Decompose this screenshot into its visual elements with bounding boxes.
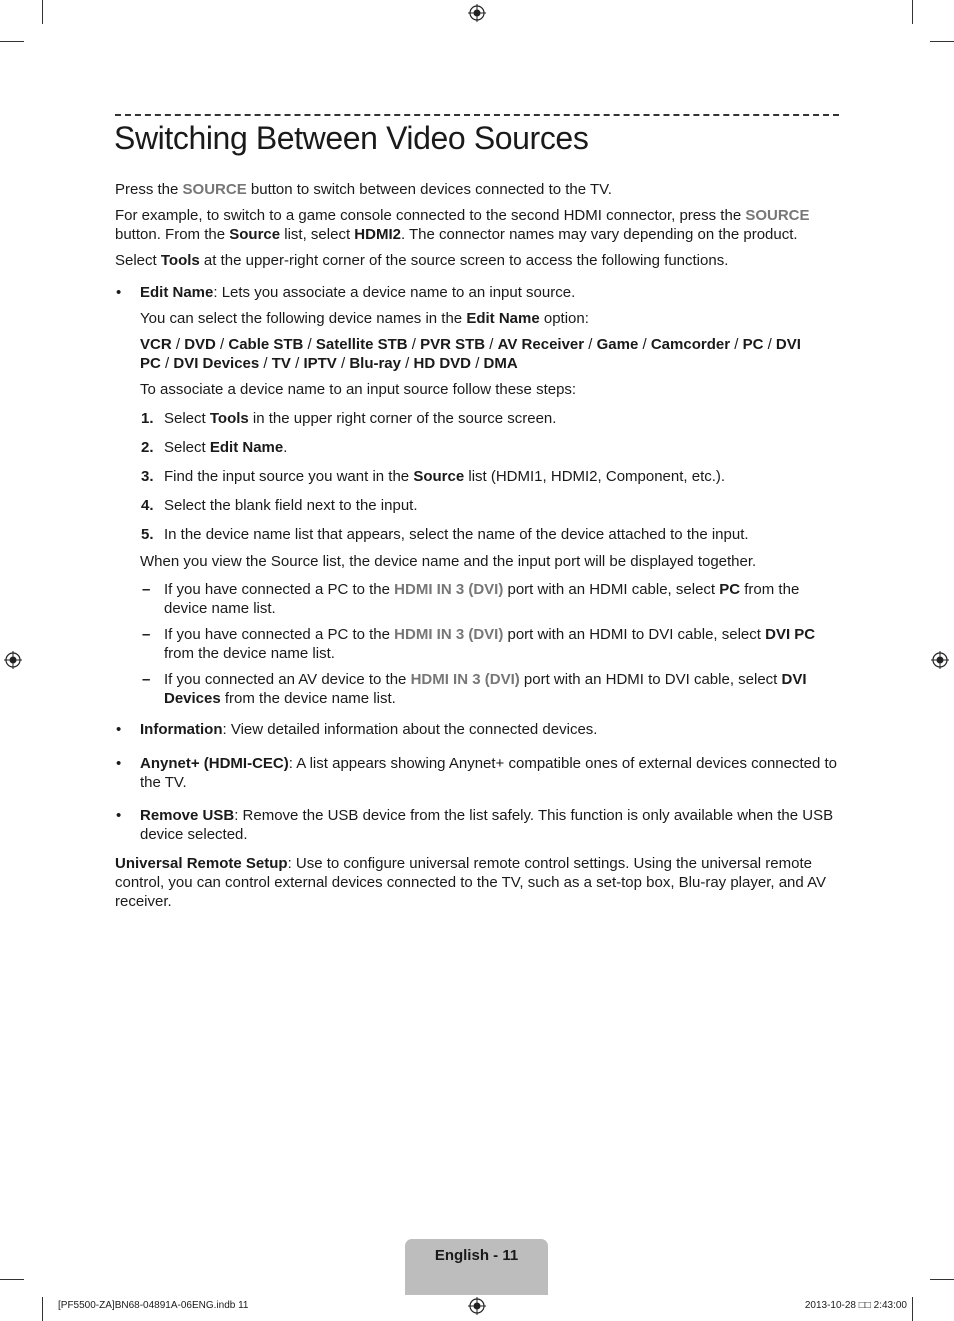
tools-keyword: Tools <box>160 252 200 269</box>
device-name: VCR <box>140 336 172 353</box>
anynet-bullet <box>115 754 841 792</box>
crop-mark <box>42 0 43 24</box>
crop-mark <box>0 41 24 42</box>
device-name: DMA <box>483 355 518 372</box>
footer-date: 2013-10-28 □□ 2:43:00 <box>804 1300 907 1311</box>
text: port with an HDMI cable, select <box>503 581 720 598</box>
text: button. From the <box>115 226 230 243</box>
edit-name-desc: : Lets you associate a device name to an input source. <box>213 284 576 301</box>
text: port with an HDMI to DVI cable, select <box>503 626 766 643</box>
crop-mark <box>930 1279 954 1280</box>
dash-icon: – <box>142 581 151 598</box>
device-name: DVI <box>775 336 801 353</box>
dash-icon: – <box>142 671 151 688</box>
device-name: Satellite STB <box>315 336 408 353</box>
device-name: TV <box>271 355 291 372</box>
device-name-keyword: PC <box>719 581 741 598</box>
universal-remote-label: Universal Remote Setup <box>115 855 288 872</box>
source-keyword: SOURCE <box>745 207 810 224</box>
text: If you connected an AV device to the <box>164 671 411 688</box>
device-name: PVR STB <box>420 336 486 353</box>
name-separator: / <box>485 336 498 353</box>
device-name: IPTV <box>303 355 337 372</box>
bullet-icon: • <box>116 755 122 772</box>
text: Select the blank field next to the input. <box>164 497 418 514</box>
name-separator: / <box>303 336 316 353</box>
registration-mark-icon <box>4 651 22 669</box>
text: at the upper-right corner of the source screen to access the following functions. <box>199 252 729 269</box>
intro-paragraph-1 <box>115 180 841 199</box>
name-separator: / <box>407 336 421 353</box>
text: Press the <box>115 181 183 198</box>
crop-mark <box>930 41 954 42</box>
intro-paragraph-3 <box>115 251 841 270</box>
device-name: DVD <box>184 336 216 353</box>
registration-mark-icon <box>468 4 486 22</box>
name-separator: / <box>471 355 484 372</box>
device-name: Game <box>596 336 639 353</box>
edit-name-bullet <box>115 283 841 302</box>
text: option: <box>539 310 589 327</box>
device-name: Camcorder <box>650 336 731 353</box>
device-name: PC <box>140 355 161 372</box>
edit-name-label: Edit Name <box>140 284 214 301</box>
list-item <box>115 580 841 618</box>
device-name: PC <box>742 336 764 353</box>
name-separator: / <box>290 355 304 372</box>
port-keyword: HDMI IN 3 (DVI) <box>410 671 520 688</box>
tools-keyword: Tools <box>209 410 249 427</box>
name-separator: / <box>584 336 597 353</box>
device-names-line-2 <box>140 354 841 373</box>
crop-mark <box>912 1297 913 1321</box>
text: from the device name list. <box>220 690 396 707</box>
name-separator: / <box>215 336 229 353</box>
port-keyword: HDMI IN 3 (DVI) <box>394 581 504 598</box>
name-separator: / <box>171 336 185 353</box>
title-divider <box>115 114 839 116</box>
name-separator: / <box>730 336 743 353</box>
anynet-desc: : A list appears showing Anynet+ compatible ones of external devices connected to the TV. <box>140 755 838 791</box>
list-item <box>115 467 841 486</box>
step-number: 5. <box>141 526 154 543</box>
edit-name-keyword: Edit Name <box>466 310 540 327</box>
step-number: 2. <box>141 439 154 456</box>
intro-paragraph-2 <box>115 206 841 244</box>
information-desc: : View detailed information about the connected devices. <box>222 721 598 738</box>
remove-usb-label: Remove USB <box>140 807 235 824</box>
device-name: DVI Devices <box>173 355 260 372</box>
text: You can select the following device names in the <box>140 310 467 327</box>
source-keyword: Source <box>413 468 465 485</box>
text: Select <box>164 439 210 456</box>
list-item <box>115 496 841 515</box>
device-names-line-1 <box>140 335 841 354</box>
text: from the device name list. <box>164 645 335 662</box>
page-number-tab: English - 11 <box>405 1239 548 1295</box>
registration-mark-icon <box>468 1297 486 1315</box>
steps-intro: To associate a device name to an input source follow these steps: <box>140 381 577 398</box>
page-title: Switching Between Video Sources <box>114 120 589 156</box>
port-keyword: HDMI IN 3 (DVI) <box>394 626 504 643</box>
edit-name-option-line <box>115 309 841 328</box>
text: In the device name list that appears, select the name of the device attached to the input. <box>164 526 749 543</box>
text: list, select <box>280 226 355 243</box>
list-item <box>115 438 841 457</box>
crop-mark <box>912 0 913 24</box>
step-number: 1. <box>141 410 154 427</box>
information-label: Information <box>140 721 223 738</box>
name-separator: / <box>401 355 414 372</box>
text: Find the input source you want in the <box>164 468 414 485</box>
universal-remote-desc: : Use to configure universal remote control settings. Using the universal remote control, you can control external devices connected to the TV, such as a set-top box, Blu-ray player, and AV receiver. <box>115 855 826 910</box>
remove-usb-desc: : Remove the USB device from the list safely. This function is only available when the USB device selected. <box>140 807 834 843</box>
anynet-label: Anynet+ (HDMI-CEC) <box>140 755 289 772</box>
steps-list <box>115 409 841 544</box>
text: . The connector names may vary depending on the product. <box>400 226 798 243</box>
remove-usb-bullet <box>115 806 841 844</box>
device-name: HD DVD <box>413 355 472 372</box>
source-list-keyword: Source <box>229 226 281 243</box>
device-names-list <box>115 335 841 373</box>
bullet-icon: • <box>116 807 122 824</box>
text: . <box>283 439 288 456</box>
device-name-keyword: DVI PC <box>765 626 816 643</box>
registration-mark-icon <box>931 651 949 669</box>
device-name: Blu-ray <box>349 355 401 372</box>
list-item <box>115 409 841 428</box>
name-separator: / <box>336 355 350 372</box>
step-number: 3. <box>141 468 154 485</box>
list-item <box>115 525 841 544</box>
edit-name-keyword: Edit Name <box>209 439 284 456</box>
list-item <box>115 670 841 708</box>
text: If you have connected a PC to the <box>164 626 395 643</box>
name-separator: / <box>259 355 272 372</box>
dash-list <box>115 580 841 708</box>
text: button to switch between devices connected to the TV. <box>246 181 612 198</box>
device-name: Cable STB <box>228 336 304 353</box>
universal-remote-paragraph <box>115 854 841 911</box>
text: port with an HDMI to DVI cable, select <box>519 671 782 688</box>
device-name-keyword: DVI Devices <box>164 671 807 707</box>
crop-mark <box>42 1297 43 1321</box>
crop-mark <box>0 1279 24 1280</box>
device-name: AV Receiver <box>497 336 585 353</box>
hdmi2-keyword: HDMI2 <box>354 226 401 243</box>
display-together-note: When you view the Source list, the device name and the input port will be displayed together. <box>140 553 757 570</box>
name-separator: / <box>763 336 776 353</box>
text: in the upper right corner of the source screen. <box>248 410 557 427</box>
text: Select <box>164 410 210 427</box>
text: list (HDMI1, HDMI2, Component, etc.). <box>464 468 726 485</box>
source-keyword: SOURCE <box>182 181 247 198</box>
name-separator: / <box>160 355 174 372</box>
list-item <box>115 625 841 663</box>
footer-file-info: [PF5500-ZA]BN68-04891A-06ENG.indb 11 <box>58 1300 249 1311</box>
step-number: 4. <box>141 497 154 514</box>
text: If you have connected a PC to the <box>164 581 395 598</box>
text: Select <box>115 252 161 269</box>
bullet-icon: • <box>116 284 122 301</box>
text: For example, to switch to a game console connected to the second HDMI connector, press the <box>115 207 746 224</box>
text: from the device name list. <box>164 581 800 617</box>
main-content <box>115 180 841 911</box>
information-bullet <box>115 720 841 739</box>
bullet-icon: • <box>116 721 122 738</box>
dash-icon: – <box>142 626 151 643</box>
name-separator: / <box>638 336 651 353</box>
